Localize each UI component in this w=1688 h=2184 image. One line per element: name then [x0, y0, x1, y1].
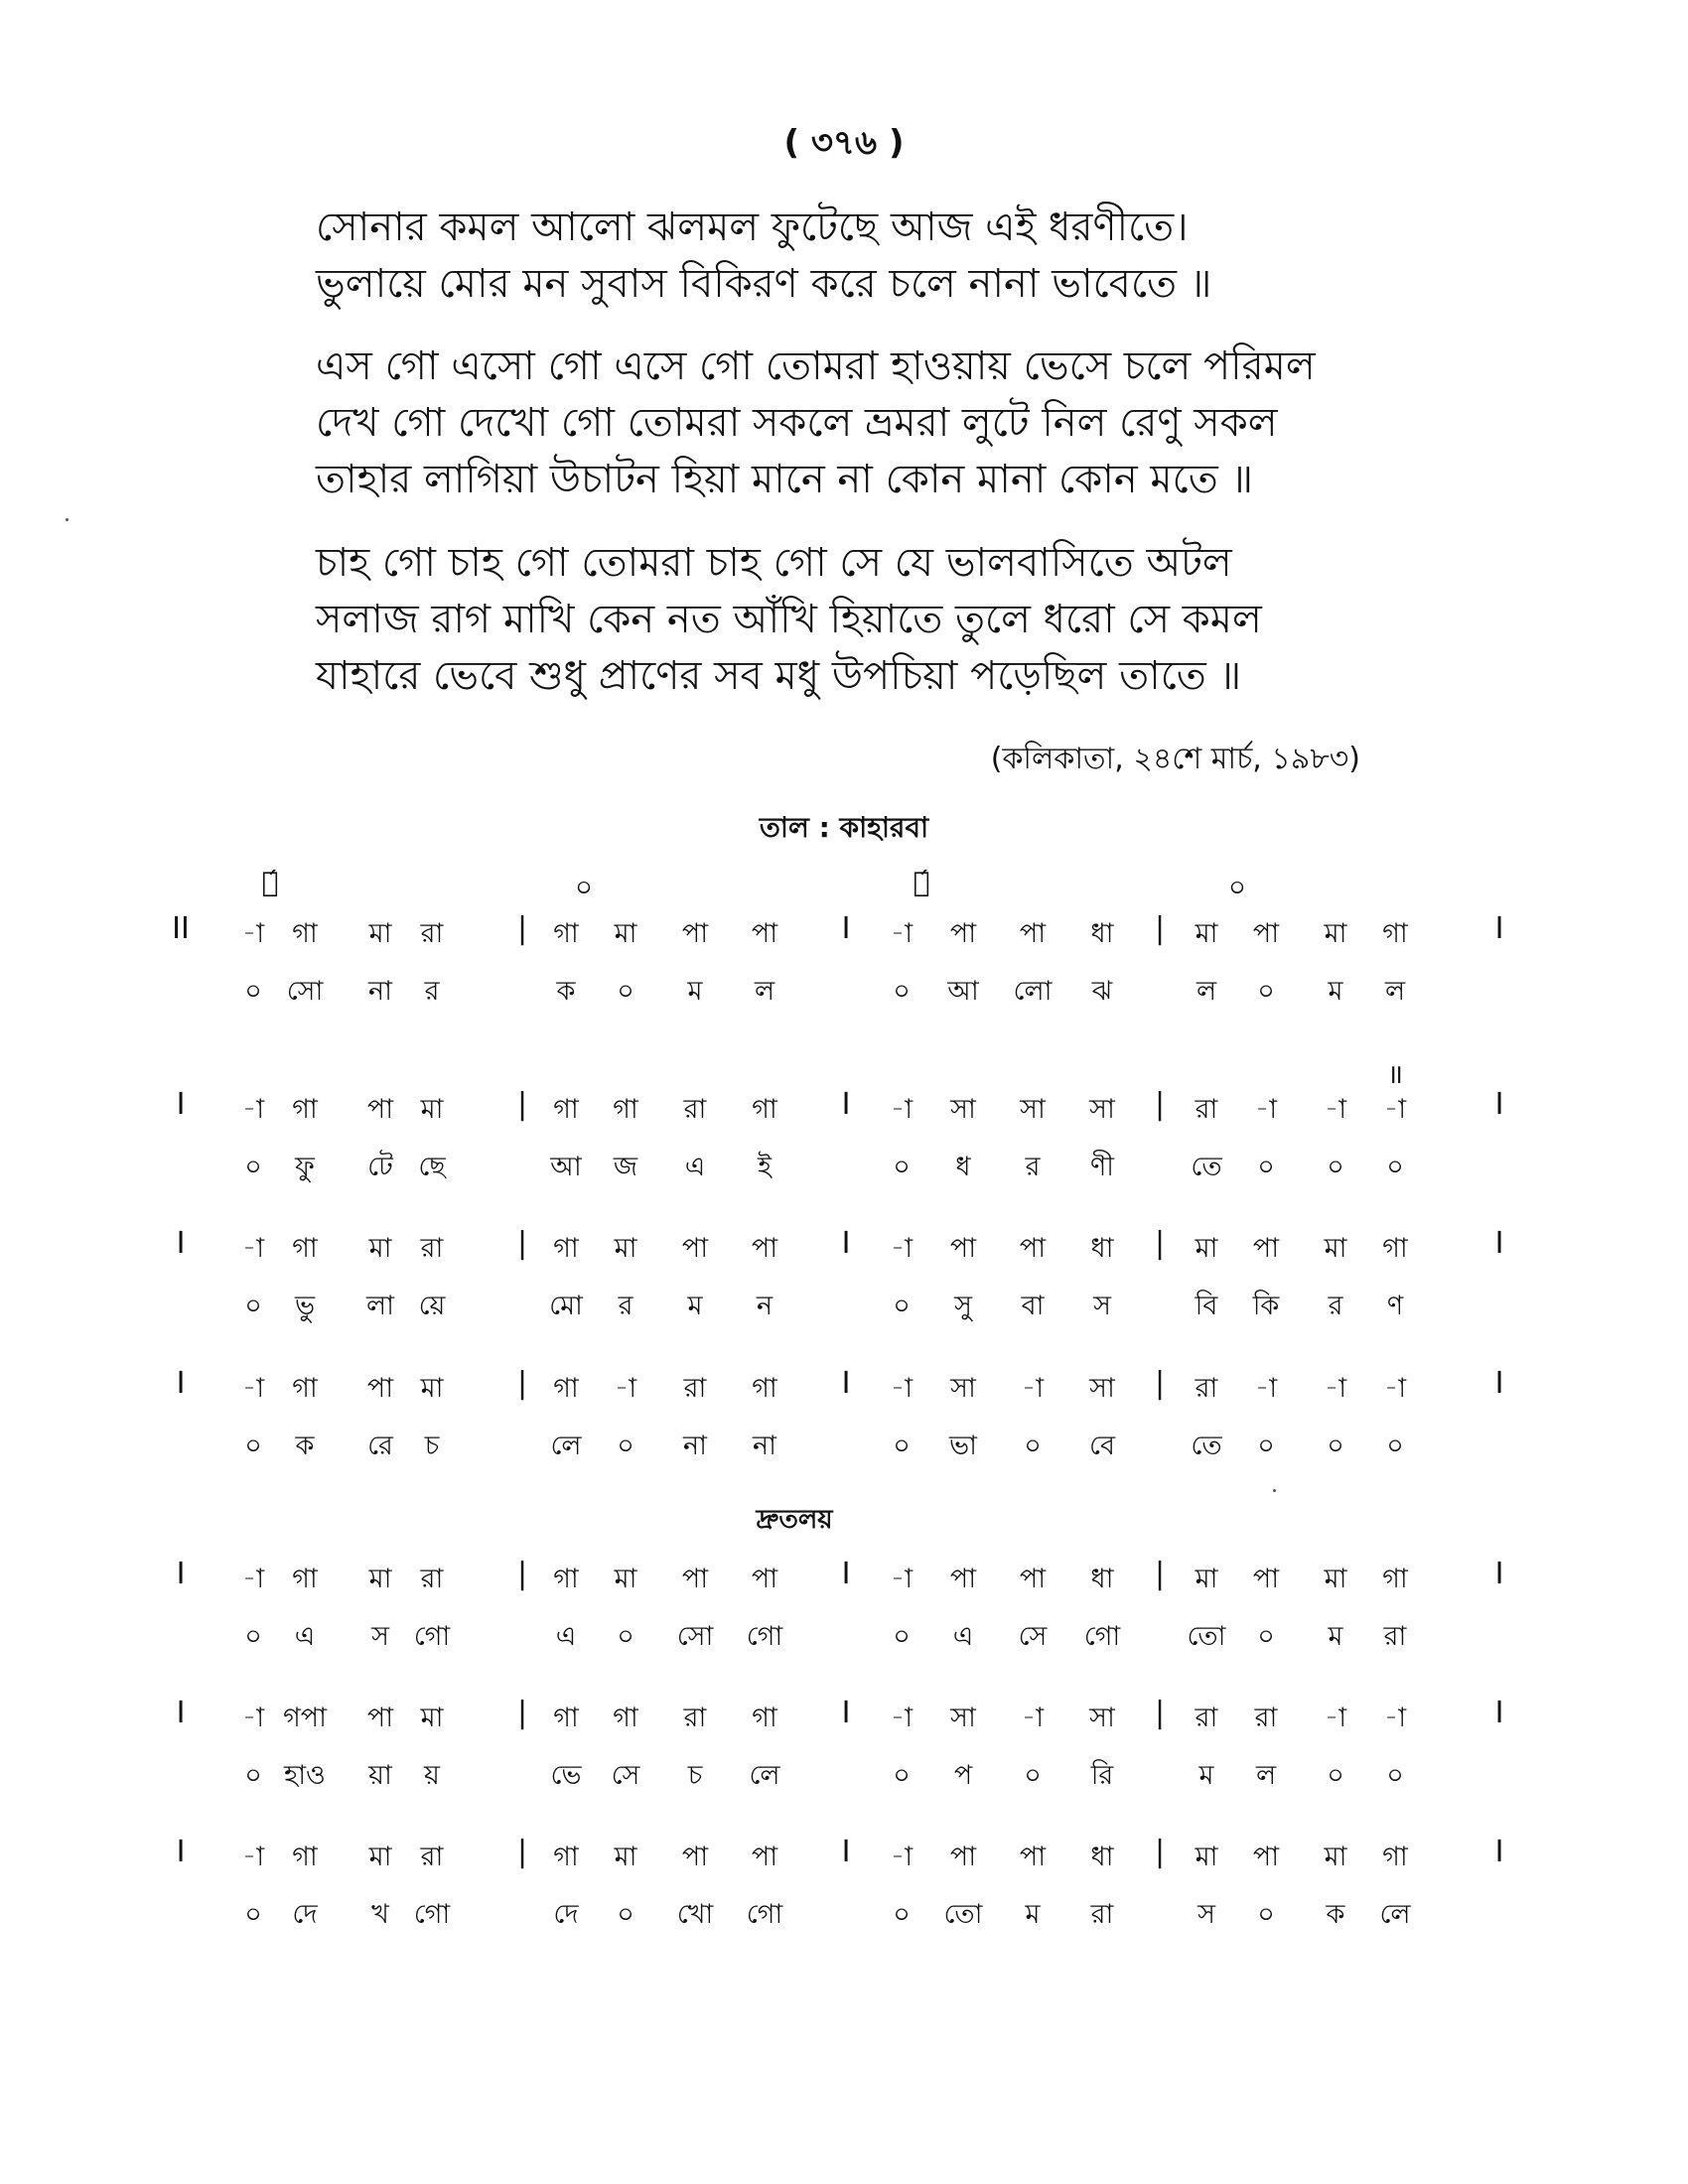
swara-note: পা: [751, 918, 778, 949]
swara-note: গা: [553, 1094, 579, 1125]
swara-note: সা: [950, 1703, 976, 1733]
beat-divider: |: [516, 911, 528, 946]
lyric-syllable: ছে: [418, 1152, 446, 1182]
return-mark: ॥: [1386, 1059, 1404, 1090]
lyric-syllable: স: [371, 1621, 389, 1652]
lyric-syllable: জ: [613, 1152, 638, 1182]
swara-note: গা: [292, 1373, 318, 1404]
lyric-line: এস গো এসো গো এসে গো তোমরা হাওয়ায় ভেসে চলে পরিমল: [316, 343, 1316, 389]
lyric-syllable: ০: [1257, 1621, 1275, 1652]
swara-note: মা: [1195, 1842, 1218, 1872]
lyric-line: সলাজ রাগ মাখি কেন নত আঁখি হিয়াতে তুলে ধরো সে কমল: [316, 597, 1262, 642]
lyric-syllable: ০: [1257, 976, 1275, 1007]
lyric-syllable: ০: [244, 1431, 262, 1461]
lyric-syllable: স: [1197, 1899, 1215, 1930]
lyric-syllable: বি: [1195, 1291, 1218, 1321]
swara-note: মা: [368, 1842, 392, 1872]
swara-note: মা: [1324, 918, 1347, 949]
beat-marker-4: ০: [1227, 871, 1247, 903]
lyric-syllable: ক: [1326, 1899, 1345, 1930]
swara-note: -া: [241, 1373, 265, 1404]
lyric-syllable: খ: [371, 1899, 389, 1930]
lyric-syllable: ০: [1327, 1152, 1344, 1182]
swara-note: গা: [1382, 1842, 1408, 1872]
swara-note: গা: [613, 1703, 638, 1733]
lyric-syllable: ০: [617, 1431, 634, 1461]
swara-note: গা: [752, 1373, 777, 1404]
beat-divider: |: [1154, 1696, 1166, 1730]
lyric-syllable: ণী: [1089, 1152, 1115, 1182]
swara-note: -া: [890, 1373, 914, 1404]
lyric-syllable: ০: [893, 1899, 911, 1930]
beat-marker-2: ০: [574, 871, 594, 903]
swara-note: -া: [614, 1373, 637, 1404]
tala-heading: তাল : কাহারবা: [759, 811, 929, 844]
lyric-syllable: ল: [1196, 976, 1217, 1007]
lyric-syllable: খো: [676, 1899, 714, 1930]
lyric-syllable: ০: [1386, 1431, 1404, 1461]
lyric-syllable: ০: [893, 1431, 911, 1461]
swara-note: মা: [1324, 1233, 1347, 1264]
swara-note: গা: [613, 1094, 638, 1125]
swara-note: রা: [420, 1564, 444, 1594]
swara-note: পা: [1019, 1564, 1047, 1594]
swara-note: গা: [1382, 918, 1408, 949]
swara-note: -া: [1324, 1094, 1347, 1125]
lyric-syllable: র: [1328, 1291, 1343, 1321]
lyric-syllable: ঝ: [1091, 976, 1113, 1007]
swara-note: রা: [420, 918, 444, 949]
swara-note: পা: [949, 1842, 977, 1872]
swara-note: সা: [1089, 1373, 1115, 1404]
lyric-syllable: ল: [1384, 976, 1406, 1007]
laya-subheading: দ্রুতলয়: [756, 1505, 833, 1535]
lyric-syllable: সে: [611, 1760, 640, 1791]
beat-divider: |: [516, 1087, 528, 1122]
lyric-syllable: ই: [757, 1152, 773, 1182]
swara-note: পা: [681, 1564, 709, 1594]
lyric-syllable: তো: [943, 1899, 983, 1930]
lyric-syllable: ক: [556, 976, 576, 1007]
lyric-syllable: ণ: [1386, 1291, 1404, 1321]
swara-note: -া: [241, 1564, 265, 1594]
lyric-syllable: চ: [687, 1760, 703, 1791]
lyric-syllable: গো: [1083, 1621, 1121, 1652]
swara-note: পা: [1019, 918, 1047, 949]
swara-note: -া: [1021, 1373, 1045, 1404]
swara-note: সা: [1020, 1094, 1046, 1125]
lyric-syllable: ০: [893, 1760, 911, 1791]
lyric-line: সোনার কমল আলো ঝলমল ফুটেছে আজ এই ধরণীতে।: [316, 205, 1189, 250]
swara-note: -া: [241, 1233, 265, 1264]
swara-note: রা: [1195, 1094, 1218, 1125]
lyric-syllable: ল: [754, 976, 775, 1007]
lyric-syllable: লে: [550, 1431, 582, 1461]
row-start-bar: I: [176, 1696, 186, 1730]
row-start-bar: I: [176, 1226, 186, 1261]
row-end-bar: I: [1494, 1557, 1504, 1591]
lyric-syllable: তো: [1187, 1621, 1226, 1652]
lyric-line: চাহ গো চাহ গো তোমরা চাহ গো সে যে ভালবাসিতে অটল: [316, 540, 1232, 586]
lyric-syllable: তে: [1191, 1431, 1222, 1461]
swara-note: পা: [949, 1564, 977, 1594]
lyric-syllable: ল: [1255, 1760, 1277, 1791]
swara-note: সা: [1089, 1094, 1115, 1125]
lyric-syllable: গো: [413, 1621, 451, 1652]
swara-note: গা: [553, 1703, 579, 1733]
lyric-syllable: ০: [244, 1291, 262, 1321]
lyric-syllable: এ: [952, 1621, 974, 1652]
swara-note: গা: [752, 1703, 777, 1733]
swara-note: পা: [366, 1703, 394, 1733]
beat-marker-1: ১́: [261, 866, 279, 898]
lyric-syllable: ০: [244, 1621, 262, 1652]
swara-note: মা: [368, 918, 392, 949]
swara-note: ধা: [1090, 1233, 1114, 1264]
swara-note: -া: [1021, 1703, 1045, 1733]
swara-note: -া: [241, 1703, 265, 1733]
swara-note: পা: [949, 918, 977, 949]
row-end-bar: I: [1494, 1226, 1504, 1261]
swara-note: গা: [553, 1233, 579, 1264]
swara-note: সা: [950, 1373, 976, 1404]
lyric-syllable: রা: [1090, 1899, 1114, 1930]
swara-note: মা: [420, 1094, 444, 1125]
swara-note: -া: [1254, 1094, 1278, 1125]
swara-note: মা: [614, 918, 637, 949]
lyric-line: যাহারে ভেবে শুধু প্রাণের সব মধু উপচিয়া পড়েছিল তাতে ॥: [316, 653, 1242, 699]
lyric-syllable: ০: [1257, 1152, 1275, 1182]
swara-note: রা: [1195, 1703, 1218, 1733]
swara-note: পা: [1019, 1233, 1047, 1264]
swara-note: পা: [366, 1094, 394, 1125]
swara-note: মা: [420, 1703, 444, 1733]
row-end-bar: I: [1494, 1087, 1504, 1122]
row-start-bar: I: [176, 1557, 186, 1591]
section-bar: I: [841, 1366, 851, 1401]
swara-note: গা: [292, 918, 318, 949]
row-end-bar: I: [1494, 1696, 1504, 1730]
row-end-bar: I: [1494, 911, 1504, 946]
swara-note: পা: [1252, 1564, 1280, 1594]
lyric-syllable: রি: [1090, 1760, 1114, 1791]
lyric-syllable: টে: [367, 1152, 393, 1182]
lyric-syllable: ০: [244, 1152, 262, 1182]
lyric-syllable: য়ে: [418, 1291, 446, 1321]
beat-divider: |: [1154, 1366, 1166, 1401]
row-start-bar: I: [176, 1835, 186, 1869]
lyric-syllable: ভা: [949, 1431, 977, 1461]
swara-note: সা: [950, 1094, 976, 1125]
swara-note: পা: [949, 1233, 977, 1264]
beat-divider: |: [516, 1835, 528, 1869]
lyric-syllable: ০: [893, 1621, 911, 1652]
swara-note: মা: [1195, 1233, 1218, 1264]
lyric-syllable: না: [368, 976, 392, 1007]
swara-note: -া: [890, 918, 914, 949]
lyric-syllable: বে: [1089, 1431, 1115, 1461]
lyric-syllable: ০: [1024, 1760, 1042, 1791]
swara-note: গা: [752, 1094, 777, 1125]
lyric-syllable: র: [1025, 1152, 1041, 1182]
lyric-syllable: দে: [292, 1899, 318, 1930]
lyric-syllable: ০: [893, 976, 911, 1007]
swara-note: মা: [368, 1564, 392, 1594]
lyric-syllable: ০: [1327, 1431, 1344, 1461]
lyric-line: দেখ গো দেখো গো তোমরা সকলে ভ্রমরা লুটে নিল রেণু সকল: [316, 400, 1278, 446]
swara-note: গা: [292, 1233, 318, 1264]
lyric-syllable: ০: [244, 976, 262, 1007]
lyric-syllable: সু: [954, 1291, 972, 1321]
lyric-syllable: ফু: [295, 1152, 315, 1182]
lyric-syllable: স: [1093, 1291, 1111, 1321]
swara-note: গা: [292, 1842, 318, 1872]
lyric-syllable: দে: [553, 1899, 579, 1930]
swara-note: সা: [1089, 1703, 1115, 1733]
section-bar: I: [841, 1696, 851, 1730]
lyric-syllable: এ: [684, 1152, 706, 1182]
row-end-bar: I: [1494, 1835, 1504, 1869]
swara-note: মা: [1324, 1564, 1347, 1594]
swara-note: রা: [420, 1842, 444, 1872]
section-bar: I: [841, 911, 851, 946]
swara-note: -া: [1254, 1373, 1278, 1404]
swara-note: মা: [1195, 1564, 1218, 1594]
lyric-syllable: ০: [1257, 1899, 1275, 1930]
swara-note: -া: [890, 1703, 914, 1733]
lyric-syllable: ০: [893, 1152, 911, 1182]
lyric-syllable: প: [953, 1760, 973, 1791]
swara-note: পা: [751, 1564, 778, 1594]
print-speck: [66, 518, 69, 521]
swara-note: গা: [553, 918, 579, 949]
row-start-bar: I: [176, 1087, 186, 1122]
lyric-syllable: বা: [1021, 1291, 1045, 1321]
swara-note: পা: [751, 1233, 778, 1264]
lyric-syllable: ০: [1024, 1431, 1042, 1461]
swara-note: ধা: [1090, 1564, 1114, 1594]
section-bar: I: [841, 1835, 851, 1869]
lyric-syllable: ০: [244, 1899, 262, 1930]
swara-note: পা: [1019, 1842, 1047, 1872]
lyric-syllable: চ: [424, 1431, 440, 1461]
swara-note: পা: [1252, 1233, 1280, 1264]
beat-divider: |: [1154, 911, 1166, 946]
swara-note: -া: [241, 1842, 265, 1872]
swara-note: -া: [1383, 1703, 1407, 1733]
swara-note: পা: [1252, 1842, 1280, 1872]
lyric-syllable: না: [753, 1431, 776, 1461]
lyric-syllable: আ: [550, 1152, 582, 1182]
lyric-syllable: কি: [1252, 1291, 1280, 1321]
lyric-syllable: ধ: [955, 1152, 971, 1182]
swara-note: গা: [1382, 1564, 1408, 1594]
swara-note: মা: [614, 1564, 637, 1594]
lyric-syllable: ০: [1327, 1760, 1344, 1791]
lyric-syllable: রে: [367, 1431, 393, 1461]
lyric-syllable: এ: [294, 1621, 316, 1652]
swara-note: -া: [1383, 1094, 1407, 1125]
swara-note: গা: [292, 1094, 318, 1125]
beat-divider: |: [516, 1557, 528, 1591]
swara-note: গা: [553, 1842, 579, 1872]
lyric-syllable: ০: [617, 1899, 634, 1930]
swara-note: পা: [681, 1842, 709, 1872]
swara-note: ধা: [1090, 918, 1114, 949]
swara-note: ধা: [1090, 1842, 1114, 1872]
section-bar: I: [841, 1087, 851, 1122]
lyric-line: ভুলায়ে মোর মন সুবাস বিকিরণ করে চলে নানা ভাবেতে ॥: [316, 261, 1212, 307]
swara-note: রা: [683, 1094, 707, 1125]
section-bar: I: [841, 1226, 851, 1261]
row-end-bar: I: [1494, 1366, 1504, 1401]
swara-note: মা: [1324, 1842, 1347, 1872]
swara-note: পা: [1252, 918, 1280, 949]
swara-note: মা: [368, 1233, 392, 1264]
lyric-syllable: ০: [1386, 1152, 1404, 1182]
swara-note: মা: [420, 1373, 444, 1404]
lyric-syllable: হাও: [284, 1760, 326, 1791]
lyric-syllable: ভু: [294, 1291, 316, 1321]
date-place-line: (কলিকাতা, ২৪শে মার্চ, ১৯৮৩): [990, 742, 1360, 776]
lyric-syllable: ম: [1025, 1899, 1041, 1930]
lyric-syllable: লো: [1013, 976, 1053, 1007]
swara-note: -া: [241, 1094, 265, 1125]
lyric-syllable: ০: [244, 1760, 262, 1791]
swara-note: -া: [890, 1094, 914, 1125]
swara-note: -া: [890, 1842, 914, 1872]
page-number: ( ৩৭৬ ): [783, 123, 905, 163]
lyric-line: তাহার লাগিয়া উচাটন হিয়া মানে না কোন মানা কোন মতে ॥: [316, 457, 1254, 502]
lyric-syllable: র: [618, 1291, 633, 1321]
swara-note: -া: [1324, 1373, 1347, 1404]
swara-note: গা: [1382, 1233, 1408, 1264]
swara-note: মা: [1195, 918, 1218, 949]
swara-note: পা: [751, 1842, 778, 1872]
lyric-syllable: ক: [295, 1431, 315, 1461]
lyric-syllable: ম: [1198, 1760, 1214, 1791]
lyric-syllable: ০: [1257, 1431, 1275, 1461]
lyric-syllable: রা: [1383, 1621, 1407, 1652]
swara-note: -া: [1324, 1703, 1347, 1733]
lyric-syllable: র: [424, 976, 440, 1007]
beat-divider: |: [1154, 1226, 1166, 1261]
lyric-syllable: ম: [1328, 976, 1343, 1007]
beat-divider: |: [516, 1696, 528, 1730]
swara-note: মা: [614, 1233, 637, 1264]
lyric-syllable: সে: [1018, 1621, 1048, 1652]
swara-note: গা: [553, 1564, 579, 1594]
swara-note: রা: [683, 1373, 707, 1404]
section-bar: I: [841, 1557, 851, 1591]
swara-note: -া: [241, 918, 265, 949]
beat-divider: |: [516, 1366, 528, 1401]
swara-note: রা: [1254, 1703, 1278, 1733]
lyric-syllable: এ: [555, 1621, 577, 1652]
swara-note: -া: [1383, 1373, 1407, 1404]
print-speck: [1273, 1489, 1276, 1492]
swara-note: গা: [553, 1373, 579, 1404]
row-start-bar: I: [176, 1366, 186, 1401]
swara-note: -া: [890, 1564, 914, 1594]
swara-note: গা: [292, 1564, 318, 1594]
swara-note: পা: [366, 1373, 394, 1404]
beat-divider: |: [1154, 1087, 1166, 1122]
lyric-syllable: ন: [756, 1291, 774, 1321]
lyric-syllable: লে: [749, 1760, 780, 1791]
beat-divider: |: [516, 1226, 528, 1261]
swara-note: রা: [420, 1233, 444, 1264]
lyric-syllable: গো: [746, 1621, 783, 1652]
swara-note: -া: [890, 1233, 914, 1264]
swara-note: পা: [681, 1233, 709, 1264]
swara-note: রা: [1195, 1373, 1218, 1404]
lyric-syllable: ভে: [550, 1760, 582, 1791]
beat-divider: |: [1154, 1557, 1166, 1591]
lyric-syllable: আ: [947, 976, 979, 1007]
lyric-syllable: ম: [1328, 1621, 1343, 1652]
beat-marker-3: ১́: [913, 866, 930, 898]
lyric-syllable: ০: [1386, 1760, 1404, 1791]
lyric-syllable: ০: [893, 1291, 911, 1321]
row-start-bar: II: [172, 911, 190, 946]
lyric-syllable: সো: [286, 976, 324, 1007]
swara-note: মা: [614, 1842, 637, 1872]
lyric-syllable: লে: [1379, 1899, 1411, 1930]
swara-note: গপা: [283, 1703, 327, 1733]
lyric-syllable: গো: [746, 1899, 783, 1930]
swara-note: পা: [681, 918, 709, 949]
lyric-syllable: গো: [413, 1899, 451, 1930]
lyric-syllable: ম: [687, 976, 703, 1007]
lyric-syllable: তে: [1191, 1152, 1222, 1182]
lyric-syllable: সো: [676, 1621, 714, 1652]
lyric-syllable: য়: [424, 1760, 440, 1791]
lyric-syllable: ০: [617, 1621, 634, 1652]
lyric-syllable: ০: [617, 976, 634, 1007]
lyric-syllable: ম: [687, 1291, 703, 1321]
lyric-syllable: না: [683, 1431, 707, 1461]
lyric-syllable: মো: [549, 1291, 583, 1321]
lyric-syllable: য়া: [368, 1760, 392, 1791]
beat-divider: |: [1154, 1835, 1166, 1869]
lyric-syllable: লা: [366, 1291, 394, 1321]
swara-note: রা: [683, 1703, 707, 1733]
